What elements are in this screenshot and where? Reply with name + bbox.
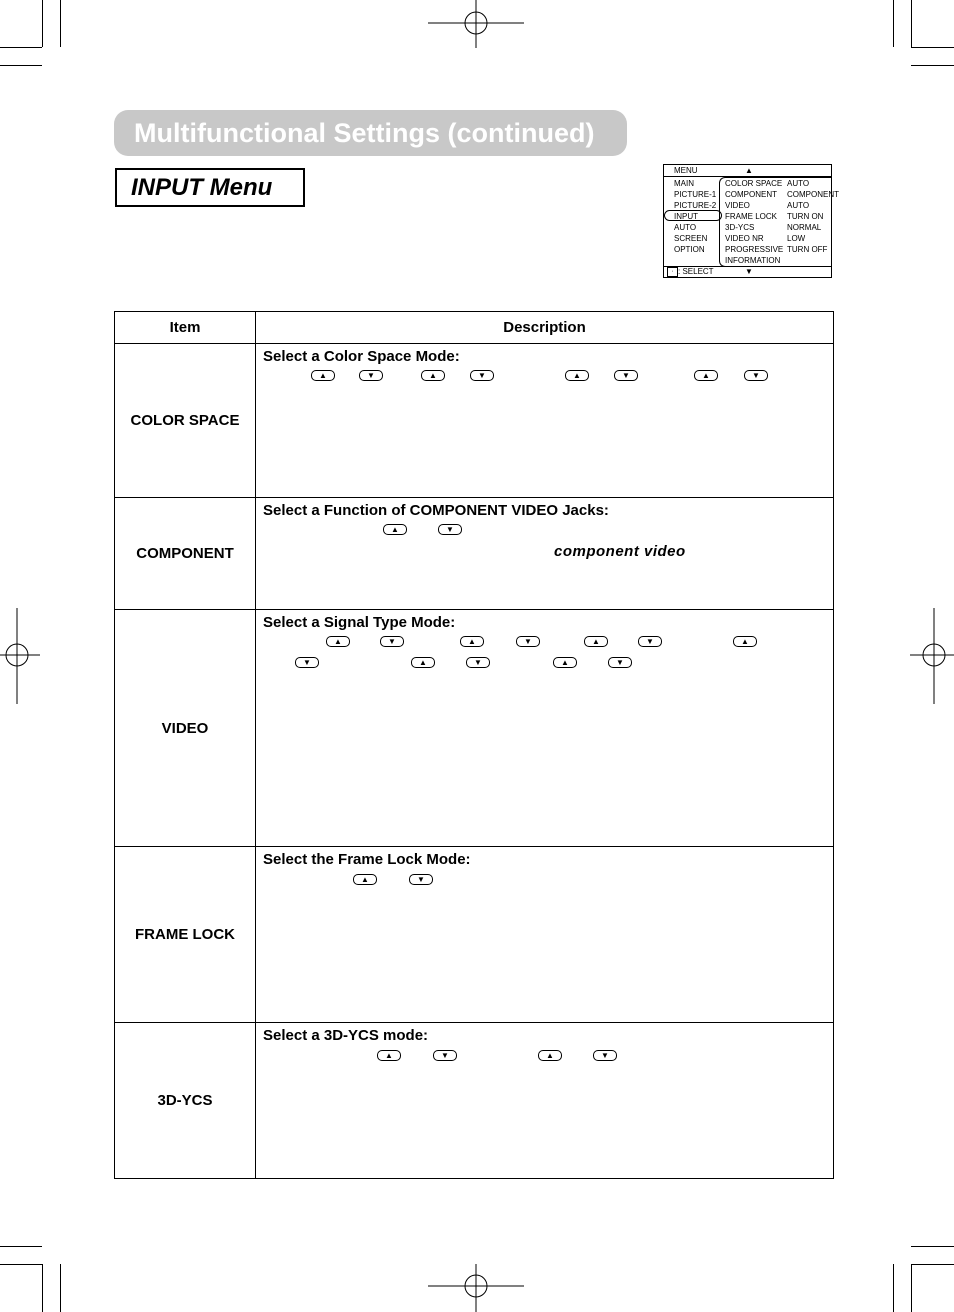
registration-mark-icon [0,608,40,704]
down-button-icon: ▼ [409,874,433,885]
description-cell [256,847,834,1023]
description-heading: Select a Color Space Mode: [263,348,460,365]
osd-item: VIDEO [725,201,750,210]
up-button-icon: ▲ [383,524,407,535]
osd-header-label: MENU [674,166,698,175]
up-button-icon: ▲ [421,370,445,381]
osd-footer-label: : SELECT [678,267,714,276]
description-heading: Select the Frame Lock Mode: [263,851,471,868]
item-cell: 3D-YCS [115,1023,256,1179]
up-button-icon: ▲ [311,370,335,381]
description-cell [256,610,834,847]
up-button-icon: ▲ [411,657,435,668]
down-button-icon: ▼ [433,1050,457,1061]
down-button-icon: ▼ [614,370,638,381]
down-button-icon: ▼ [295,657,319,668]
item-cell: VIDEO [115,610,256,847]
down-button-icon: ▼ [359,370,383,381]
down-button-icon: ▼ [638,636,662,647]
osd-item: COLOR SPACE [725,179,783,188]
description-cell [256,498,834,610]
component-video-term: component video [554,543,686,560]
item-cell: FRAME LOCK [115,847,256,1023]
osd-value: LOW [787,234,806,243]
crop-mark [893,1264,894,1312]
osd-main-list [674,178,716,255]
crop-mark [911,47,954,48]
item-cell: COLOR SPACE [115,344,256,498]
up-button-icon: ▲ [553,657,577,668]
up-button-icon: ▲ [353,874,377,885]
crop-mark [0,47,42,48]
osd-item: PICTURE-1 [674,190,717,199]
crop-mark [0,1246,42,1247]
table-row [115,610,834,847]
osd-item: VIDEO NR [725,234,764,243]
table-row [115,1023,834,1179]
table-header-row [115,312,834,344]
osd-item: COMPONENT [725,190,777,199]
osd-value: NORMAL [787,223,822,232]
crop-mark [60,1264,61,1312]
osd-sub-list [725,178,783,266]
osd-menu [663,164,839,278]
up-arrow-icon: ▲ [745,166,753,175]
description-heading: Select a 3D-YCS mode: [263,1027,429,1044]
osd-item: AUTO [674,223,697,232]
down-arrow-icon: ▼ [745,267,753,276]
crop-mark [911,1264,954,1265]
osd-header [664,165,831,177]
osd-item: 3D-YCS [725,223,755,232]
crop-mark [911,1264,912,1312]
crop-mark [0,65,42,66]
down-button-icon: ▼ [593,1050,617,1061]
osd-item: SCREEN [674,234,708,243]
select-button-icon: · [667,267,678,277]
osd-value: COMPONENT [787,190,839,199]
crop-mark [42,1264,43,1312]
crop-mark [911,65,954,66]
up-button-icon: ▲ [565,370,589,381]
crop-mark [893,0,894,47]
registration-mark-icon [428,1262,524,1312]
crop-mark [60,0,61,47]
section-title: INPUT Menu [115,168,305,207]
column-header-item: Item [115,312,256,344]
table-row [115,344,834,498]
item-cell: COMPONENT [115,498,256,610]
down-button-icon: ▼ [438,524,462,535]
down-button-icon: ▼ [608,657,632,668]
down-button-icon: ▼ [744,370,768,381]
description-heading: Select a Function of COMPONENT VIDEO Jacks: [263,502,609,519]
osd-item: INFORMATION [725,256,781,265]
osd-item: MAIN [674,179,694,188]
crop-mark [911,0,912,47]
description-cell [256,1023,834,1179]
crop-mark [0,1264,42,1265]
crop-mark [911,1246,954,1247]
osd-value: AUTO [787,201,810,210]
osd-value: TURN ON [787,212,824,221]
osd-item: FRAME LOCK [725,212,778,221]
up-button-icon: ▲ [694,370,718,381]
osd-item: PICTURE-2 [674,201,717,210]
description-cell [256,344,834,498]
down-button-icon: ▼ [470,370,494,381]
page-title: Multifunctional Settings (continued) [114,110,627,156]
osd-value: AUTO [787,179,810,188]
table-row [115,498,834,610]
registration-mark-icon [910,608,954,704]
osd-item: OPTION [674,245,705,254]
registration-mark-icon [428,0,524,50]
description-heading: Select a Signal Type Mode: [263,614,456,631]
column-header-description: Description [256,312,834,344]
osd-value: TURN OFF [787,245,828,254]
up-button-icon: ▲ [460,636,484,647]
up-button-icon: ▲ [538,1050,562,1061]
osd-footer [664,266,831,277]
input-menu-table [114,311,834,1179]
osd-item: PROGRESSIVE [725,245,784,254]
up-button-icon: ▲ [733,636,757,647]
osd-item: INPUT [674,212,698,221]
down-button-icon: ▼ [380,636,404,647]
down-button-icon: ▼ [466,657,490,668]
up-button-icon: ▲ [326,636,350,647]
osd-value-list [787,178,839,255]
table-row [115,847,834,1023]
up-button-icon: ▲ [377,1050,401,1061]
crop-mark [42,0,43,47]
up-button-icon: ▲ [584,636,608,647]
down-button-icon: ▼ [516,636,540,647]
